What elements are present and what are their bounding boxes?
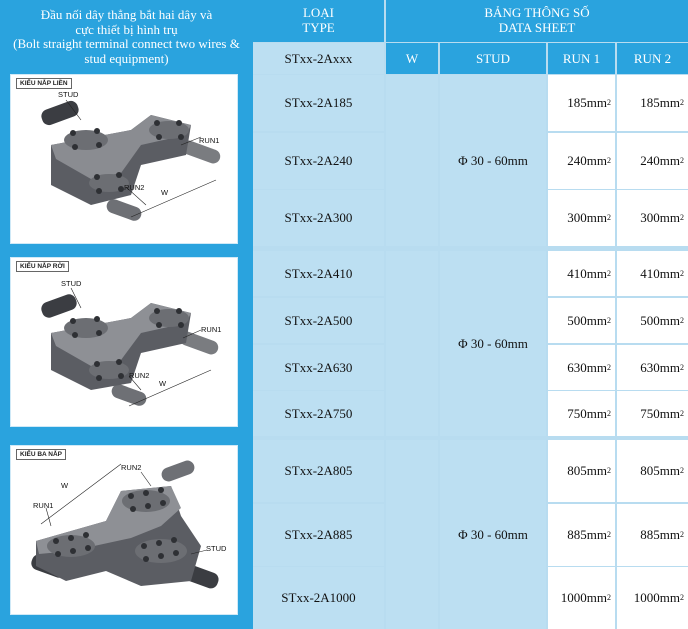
run1-label: RUN1 bbox=[199, 136, 220, 145]
w-label: W bbox=[159, 379, 167, 388]
type-cell: STxx-2A410 bbox=[253, 251, 384, 296]
product-image-panel bbox=[10, 445, 238, 615]
type-cell: STxx-2A1000 bbox=[253, 567, 384, 629]
datasheet-header-vi: BẢNG THÔNG SỐ bbox=[484, 5, 590, 20]
run2-cell: 300mm 2 bbox=[617, 190, 688, 246]
run2-label: RUN2 bbox=[124, 183, 145, 192]
stud-cell: Φ 30 - 60mm bbox=[440, 75, 546, 246]
stud-label: STUD bbox=[58, 90, 79, 99]
run1-label: RUN1 bbox=[33, 501, 54, 510]
panel-tag: KIỂU NẮP RỜI bbox=[16, 261, 69, 272]
w-label: W bbox=[161, 188, 169, 197]
run2-cell: 240mm 2 bbox=[617, 133, 688, 189]
run2-cell: 500mm 2 bbox=[617, 298, 688, 343]
panel-tag: KIỂU NẮP LIỀN bbox=[16, 78, 72, 89]
terminal-drawing bbox=[11, 258, 239, 428]
run1-cell: 1000mm 2 bbox=[548, 567, 615, 629]
run1-cell: 885mm 2 bbox=[548, 504, 615, 566]
run2-cell: 885mm 2 bbox=[617, 504, 688, 566]
w-cell bbox=[386, 75, 438, 246]
product-image-panel bbox=[10, 74, 238, 244]
type-header-en: TYPE bbox=[302, 20, 335, 35]
terminal-drawing bbox=[11, 75, 239, 245]
run1-cell: 750mm 2 bbox=[548, 391, 615, 436]
data-sheet-table bbox=[253, 0, 688, 629]
run2-label: RUN2 bbox=[129, 371, 150, 380]
stud-cell: Φ 30 - 60mm bbox=[440, 440, 546, 629]
col-w-header: W bbox=[386, 43, 438, 74]
type-cell: STxx-2A185 bbox=[253, 75, 384, 131]
run2-cell: 1000mm 2 bbox=[617, 567, 688, 629]
title-line: stud equipment) bbox=[84, 50, 169, 66]
title-line: cực thiết bị hình trụ bbox=[75, 21, 178, 37]
run1-cell: 805mm 2 bbox=[548, 440, 615, 502]
run1-cell: 300mm 2 bbox=[548, 190, 615, 246]
terminal-drawing bbox=[11, 446, 239, 616]
type-header-vi: LOẠI bbox=[302, 5, 335, 20]
col-run2-header: RUN 2 bbox=[617, 43, 688, 74]
run1-cell: 630mm 2 bbox=[548, 345, 615, 390]
title-line: (Bolt straight terminal connect two wires & bbox=[13, 36, 240, 51]
run2-cell: 805mm 2 bbox=[617, 440, 688, 502]
type-cell: STxx-2A240 bbox=[253, 133, 384, 189]
run1-cell: 240mm 2 bbox=[548, 133, 615, 189]
type-cell: STxx-2A805 bbox=[253, 440, 384, 502]
run2-cell: 750mm 2 bbox=[617, 391, 688, 436]
col-run1-header: RUN 1 bbox=[548, 43, 615, 74]
run2-cell: 410mm 2 bbox=[617, 251, 688, 296]
stud-label: STUD bbox=[61, 279, 82, 288]
run1-cell: 410mm 2 bbox=[548, 251, 615, 296]
w-cell bbox=[386, 251, 438, 436]
run1-cell: 500mm 2 bbox=[548, 298, 615, 343]
type-cell: STxx-2A630 bbox=[253, 345, 384, 390]
type-header bbox=[253, 0, 384, 42]
w-cell bbox=[386, 440, 438, 629]
stud-cell: Φ 30 - 60mm bbox=[440, 251, 546, 436]
run2-label: RUN2 bbox=[121, 463, 142, 472]
run1-cell: 185mm 2 bbox=[548, 75, 615, 131]
type-cell: STxx-2A885 bbox=[253, 504, 384, 566]
stud-label: STUD bbox=[206, 544, 227, 553]
type-cell: STxx-2A750 bbox=[253, 391, 384, 436]
type-cell: STxx-2A300 bbox=[253, 190, 384, 246]
run1-label: RUN1 bbox=[201, 325, 222, 334]
type-cell: STxx-2A500 bbox=[253, 298, 384, 343]
run2-cell: 185mm 2 bbox=[617, 75, 688, 131]
left-column bbox=[0, 0, 253, 629]
datasheet-header bbox=[386, 0, 688, 42]
product-image-panel bbox=[10, 257, 238, 427]
datasheet-header-en: DATA SHEET bbox=[498, 20, 576, 35]
title-line: Đầu nối dây thẳng bắt hai dây và bbox=[40, 7, 213, 22]
col-stud-header: STUD bbox=[440, 43, 546, 74]
w-label: W bbox=[61, 481, 69, 490]
product-title bbox=[0, 0, 253, 74]
run2-cell: 630mm 2 bbox=[617, 345, 688, 390]
model-pattern: STxx-2Axxx bbox=[253, 43, 384, 74]
panel-tag: KIỂU BA NẮP bbox=[16, 449, 66, 460]
